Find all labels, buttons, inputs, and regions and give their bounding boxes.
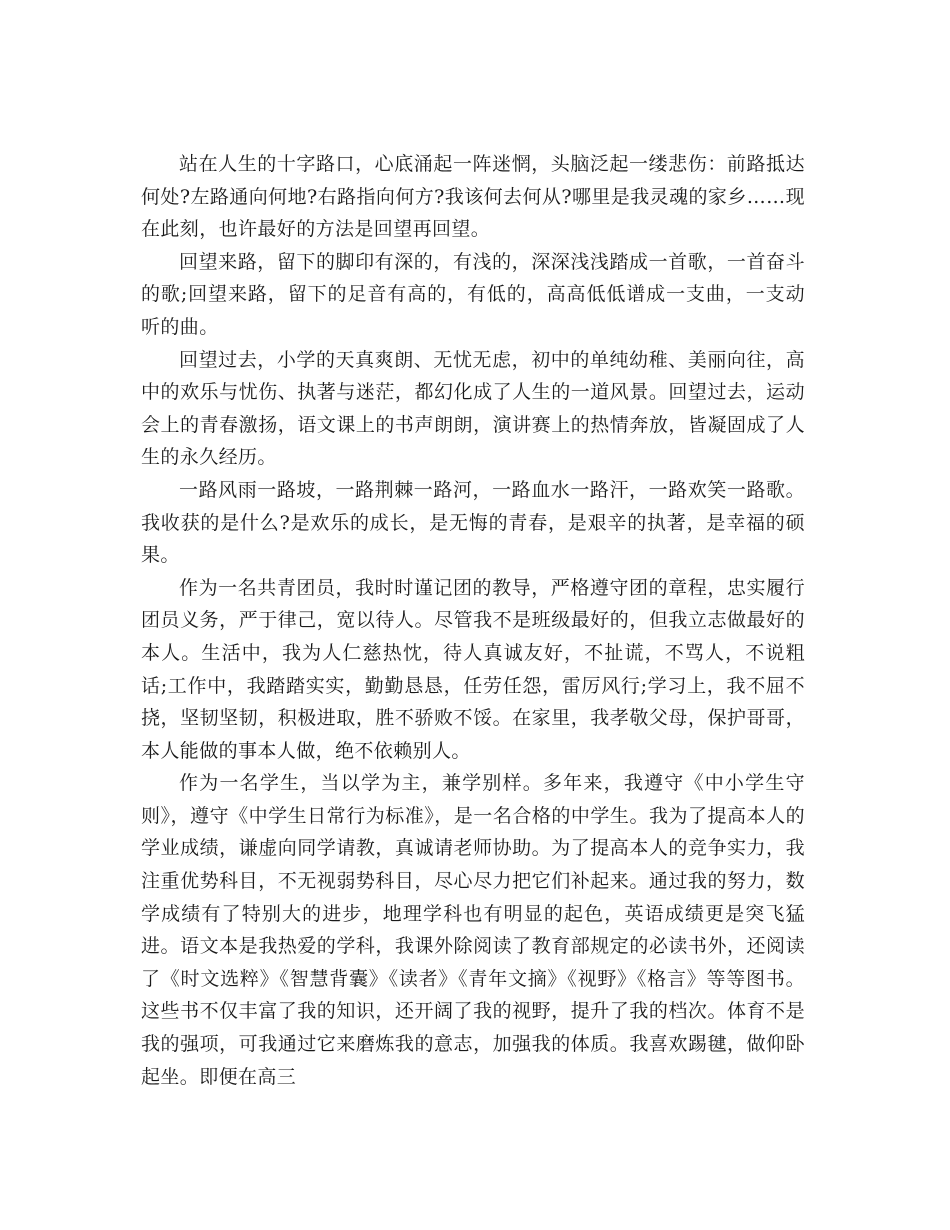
paragraph-student: 作为一名学生，当以学为主，兼学别样。多年来，我遵守《中小学生守则》，遵守《中学生日常行为标准》，是一名合格的中学生。我为了提高本人的学业成绩，谦虚向同学请教，真诚请老师协助。为了提高本人的竞争实力，我注重优势科目，不无视弱势科目，尽心尽力把它们补起来。通过我的努力，数学成绩有了特别大的进步，地理学科也有明显的起色，英语成绩更是突飞猛进。语文本是我热爱的学科，我课外除阅读了教育部规定的必读书外，还阅读了《时文选粹》《智慧背囊》《读者》《青年文摘》《视野》《格言》等等图书。这些书不仅丰富了我的知识，还开阔了我的视野，提升了我的档次。体育不是我的强项，可我通过它来磨炼我的意志，加强我的体质。我喜欢踢毽，做仰卧起坐。即便在高三 <box>141 772 805 1088</box>
paragraph-looking-back-past: 回望过去，小学的天真爽朗、无忧无虑，初中的单纯幼稚、美丽向往，高中的欢乐与忧伤、执著与迷茫，都幻化成了人生的一道风景。回望过去，运动会上的青春激扬，语文课上的书声朗朗，演讲赛上的热情奔放，皆凝固成了人生的永久经历。 <box>141 348 805 469</box>
document-body <box>141 148 805 1093</box>
paragraph-crossroads: 站在人生的十字路口，心底涌起一阵迷惘，头脑泛起一缕悲伤：前路抵达何处?左路通向何地?右路指向何方?我该何去何从?哪里是我灵魂的家乡……现在此刻，也许最好的方法是回望再回望。 <box>141 153 805 241</box>
paragraph-harvest: 一路风雨一路坡，一路荆棘一路河，一路血水一路汗，一路欢笑一路歌。我收获的是什么?是欢乐的成长，是无悔的青春，是艰辛的执著，是幸福的硕果。 <box>141 478 805 567</box>
paragraph-league-member: 作为一名共青团员，我时时谨记团的教导，严格遵守团的章程，忠实履行团员义务，严于律己，宽以待人。尽管我不是班级最好的，但我立志做最好的本人。生活中，我为人仁慈热忱，待人真诚友好，不扯谎，不骂人，不说粗话;工作中，我踏踏实实，勤勤恳恳，任劳任怨，雷厉风行;学习上，我不屈不挠，坚韧坚韧，积极进取，胜不骄败不馁。在家里，我孝敬父母，保护哥哥，本人能做的事本人做，绝不依赖别人。 <box>141 576 805 762</box>
paragraph-looking-back-road: 回望来路，留下的脚印有深的，有浅的，深深浅浅踏成一首歌，一首奋斗的歌;回望来路，留下的足音有高的，有低的，高高低低谱成一支曲，一支动听的曲。 <box>141 250 805 338</box>
